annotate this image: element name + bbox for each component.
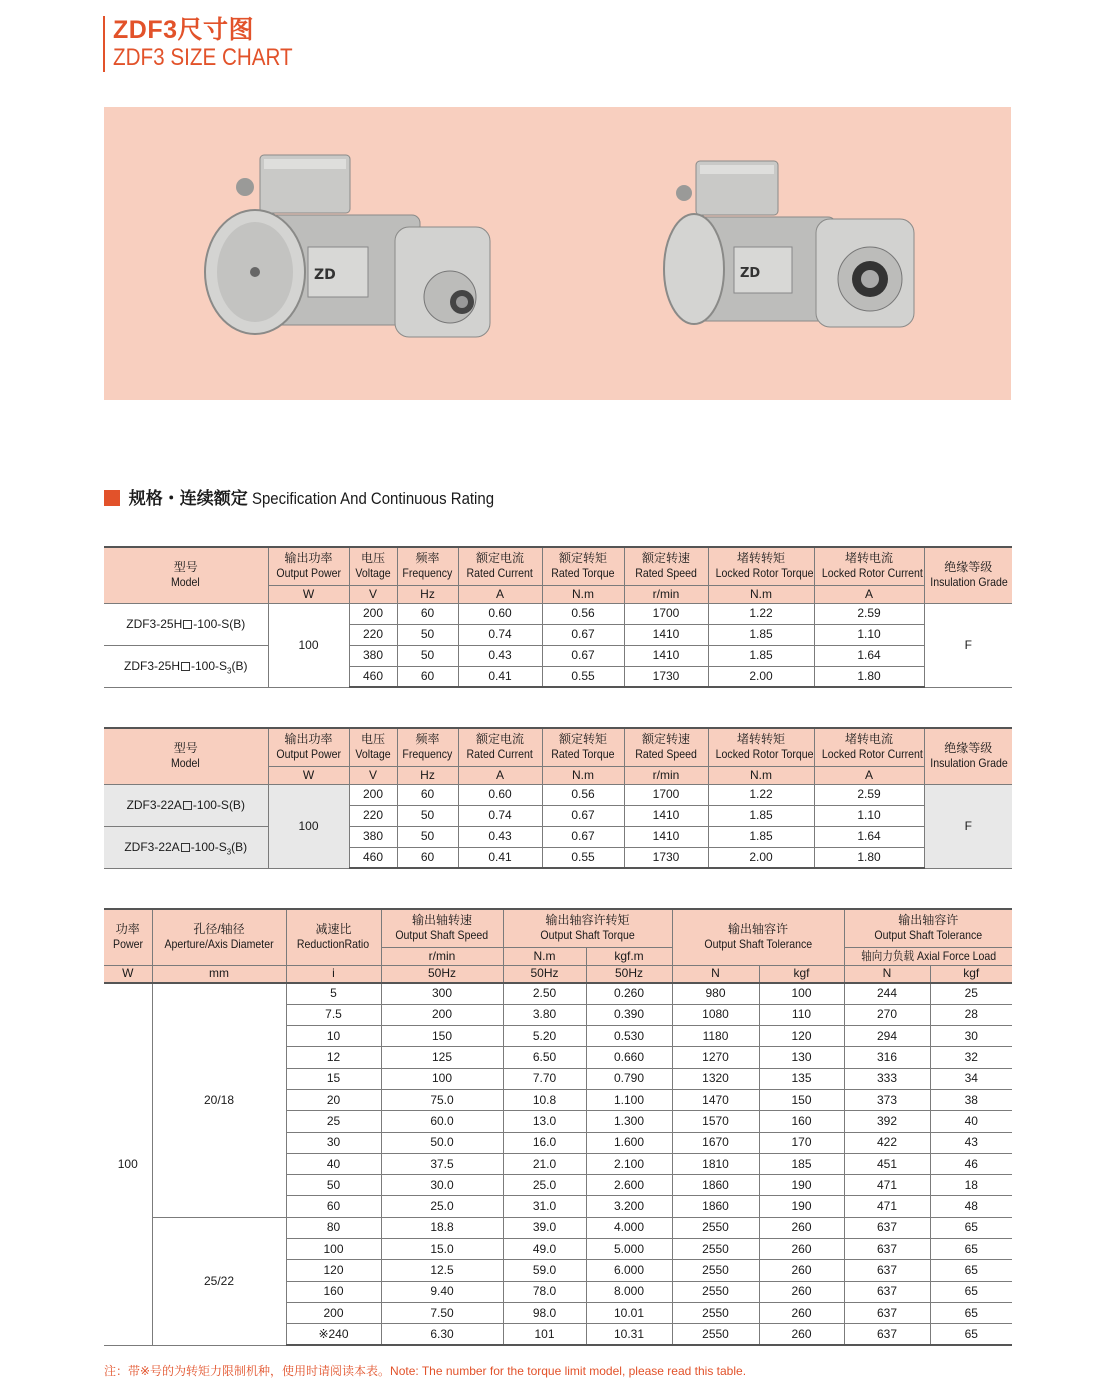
data-cell: 460 bbox=[349, 847, 397, 868]
unit-cell: N.m bbox=[542, 585, 624, 603]
data-cell: 16.0 bbox=[503, 1132, 586, 1153]
unit-cell: N bbox=[844, 965, 930, 983]
page-header bbox=[103, 16, 322, 72]
data-cell: 1700 bbox=[624, 603, 708, 624]
data-cell: 60 bbox=[397, 784, 458, 805]
data-cell: 50 bbox=[397, 805, 458, 826]
data-cell: 2.600 bbox=[586, 1175, 672, 1196]
unit-cell: Hz bbox=[397, 585, 458, 603]
data-cell: 1410 bbox=[624, 805, 708, 826]
data-cell: 392 bbox=[844, 1111, 930, 1132]
data-cell: 2550 bbox=[672, 1281, 759, 1302]
data-cell: 125 bbox=[381, 1047, 503, 1068]
data-cell: 21.0 bbox=[503, 1153, 586, 1174]
data-cell: 0.660 bbox=[586, 1047, 672, 1068]
data-cell: 100 bbox=[286, 1239, 381, 1260]
data-cell: 200 bbox=[349, 603, 397, 624]
data-cell: 637 bbox=[844, 1324, 930, 1345]
data-cell: 30.0 bbox=[381, 1175, 503, 1196]
data-cell: 12 bbox=[286, 1047, 381, 1068]
data-cell: 637 bbox=[844, 1281, 930, 1302]
header-insulation-grade: 绝缘等级 Insulation Grade bbox=[924, 547, 1012, 603]
data-cell: 0.67 bbox=[542, 805, 624, 826]
data-cell: 20 bbox=[286, 1089, 381, 1110]
data-cell: 333 bbox=[844, 1068, 930, 1089]
data-cell: 460 bbox=[349, 666, 397, 687]
data-cell: 1860 bbox=[672, 1196, 759, 1217]
data-cell: 135 bbox=[759, 1068, 844, 1089]
header-aperture: 孔径/轴径 Aperture/Axis Diameter bbox=[152, 909, 286, 965]
data-cell: 200 bbox=[349, 784, 397, 805]
data-cell: 60 bbox=[286, 1196, 381, 1217]
data-cell: 50 bbox=[286, 1175, 381, 1196]
header-output-torque: 输出轴容许转矩 Output Shaft Torque bbox=[503, 909, 672, 947]
data-cell: 48 bbox=[930, 1196, 1012, 1217]
data-cell: 100 bbox=[381, 1068, 503, 1089]
data-cell: 3.80 bbox=[503, 1004, 586, 1025]
placeholder-box-icon bbox=[181, 843, 190, 852]
data-cell: 12.5 bbox=[381, 1260, 503, 1281]
data-cell: 30 bbox=[930, 1026, 1012, 1047]
unit-cell: N.m bbox=[503, 947, 586, 965]
spec-table-1 bbox=[104, 546, 1012, 688]
data-cell: 1410 bbox=[624, 624, 708, 645]
data-cell: 2.50 bbox=[503, 983, 586, 1004]
data-cell: 200 bbox=[286, 1302, 381, 1323]
data-cell: 1.80 bbox=[814, 847, 924, 868]
placeholder-box-icon bbox=[181, 662, 190, 671]
unit-cell: kgf.m bbox=[586, 947, 672, 965]
product-photo-band bbox=[104, 107, 1011, 400]
unit-cell: N.m bbox=[542, 766, 624, 784]
data-cell: 49.0 bbox=[503, 1239, 586, 1260]
data-cell: 1860 bbox=[672, 1175, 759, 1196]
unit-cell: N.m bbox=[708, 585, 814, 603]
data-cell: 260 bbox=[759, 1217, 844, 1238]
data-cell: 39.0 bbox=[503, 1217, 586, 1238]
table-row bbox=[104, 826, 1012, 847]
data-cell: 1700 bbox=[624, 784, 708, 805]
data-cell: 28 bbox=[930, 1004, 1012, 1025]
data-cell: 1.22 bbox=[708, 603, 814, 624]
data-cell: 30 bbox=[286, 1132, 381, 1153]
data-cell: 160 bbox=[286, 1281, 381, 1302]
data-cell: 25.0 bbox=[503, 1175, 586, 1196]
table-row bbox=[104, 784, 1012, 805]
gear-output-table bbox=[104, 908, 1012, 1346]
data-cell: 101 bbox=[503, 1324, 586, 1345]
data-cell: 75.0 bbox=[381, 1089, 503, 1110]
model-cell: ZDF3-25H -100-S(B) bbox=[104, 603, 268, 645]
data-cell: 190 bbox=[759, 1196, 844, 1217]
data-cell: 120 bbox=[286, 1260, 381, 1281]
data-cell: 1.64 bbox=[814, 826, 924, 847]
unit-cell: N.m bbox=[708, 766, 814, 784]
data-cell: 1.600 bbox=[586, 1132, 672, 1153]
data-cell: 2550 bbox=[672, 1217, 759, 1238]
unit-cell: kgf bbox=[930, 965, 1012, 983]
unit-cell: V bbox=[349, 766, 397, 784]
data-cell: 637 bbox=[844, 1260, 930, 1281]
data-cell: 0.260 bbox=[586, 983, 672, 1004]
motor-image-left bbox=[200, 147, 500, 357]
data-cell: 220 bbox=[349, 805, 397, 826]
data-cell: 18 bbox=[930, 1175, 1012, 1196]
data-cell: 2.59 bbox=[814, 603, 924, 624]
header-power: 功率 Power bbox=[104, 909, 152, 965]
data-cell: 10.31 bbox=[586, 1324, 672, 1345]
data-cell: 7.70 bbox=[503, 1068, 586, 1089]
data-cell: 0.41 bbox=[458, 666, 542, 687]
data-cell: 244 bbox=[844, 983, 930, 1004]
data-cell: 471 bbox=[844, 1196, 930, 1217]
header-output-power: 输出功率 Output Power bbox=[268, 547, 349, 585]
unit-cell: A bbox=[458, 766, 542, 784]
data-cell: 10.8 bbox=[503, 1089, 586, 1110]
svg-text:ZD: ZD bbox=[314, 267, 336, 283]
data-cell: 25 bbox=[930, 983, 1012, 1004]
data-cell: 1080 bbox=[672, 1004, 759, 1025]
data-cell: 40 bbox=[930, 1111, 1012, 1132]
placeholder-box-icon bbox=[183, 620, 192, 629]
svg-text:ZD: ZD bbox=[740, 266, 761, 281]
data-cell: 0.74 bbox=[458, 805, 542, 826]
unit-cell: W bbox=[268, 585, 349, 603]
placeholder-box-icon bbox=[183, 801, 192, 810]
data-cell: 8.000 bbox=[586, 1281, 672, 1302]
section-heading bbox=[104, 484, 527, 509]
data-cell: 60 bbox=[397, 603, 458, 624]
aperture-cell: 25/22 bbox=[152, 1217, 286, 1345]
data-cell: 2.00 bbox=[708, 847, 814, 868]
data-cell: 34 bbox=[930, 1068, 1012, 1089]
data-cell: 0.60 bbox=[458, 784, 542, 805]
header-rated-current: 额定电流 Rated Current bbox=[458, 728, 542, 766]
data-cell: 25.0 bbox=[381, 1196, 503, 1217]
header-axial-tolerance: 输出轴容许 Output Shaft Tolerance bbox=[844, 909, 1012, 947]
header-frequency: 频率 Frequency bbox=[397, 547, 458, 585]
data-cell: 260 bbox=[759, 1260, 844, 1281]
model-cell: ZDF3-22A -100-S(B) bbox=[104, 784, 268, 826]
data-cell: 170 bbox=[759, 1132, 844, 1153]
header-voltage: 电压 Voltage bbox=[349, 728, 397, 766]
data-cell: 0.74 bbox=[458, 624, 542, 645]
data-cell: 13.0 bbox=[503, 1111, 586, 1132]
data-cell: 190 bbox=[759, 1175, 844, 1196]
data-cell: 65 bbox=[930, 1217, 1012, 1238]
data-cell: 5.000 bbox=[586, 1239, 672, 1260]
gear-table-body bbox=[104, 983, 1012, 1345]
data-cell: 0.41 bbox=[458, 847, 542, 868]
data-cell: 260 bbox=[759, 1302, 844, 1323]
data-cell: 637 bbox=[844, 1239, 930, 1260]
header-axial-force-load: 轴向力负载 Axial Force Load bbox=[844, 947, 1012, 965]
data-cell: 1570 bbox=[672, 1111, 759, 1132]
data-cell: 40 bbox=[286, 1153, 381, 1174]
data-cell: 2550 bbox=[672, 1324, 759, 1345]
data-cell: 65 bbox=[930, 1281, 1012, 1302]
unit-cell: A bbox=[814, 766, 924, 784]
data-cell: 260 bbox=[759, 1324, 844, 1345]
data-cell: 1.85 bbox=[708, 645, 814, 666]
data-cell: 1730 bbox=[624, 666, 708, 687]
data-cell: 316 bbox=[844, 1047, 930, 1068]
section-title-cn: 规格・连续额定 bbox=[128, 489, 248, 508]
data-cell: 120 bbox=[759, 1026, 844, 1047]
power-cell: 100 bbox=[268, 603, 349, 687]
unit-cell: W bbox=[104, 965, 152, 983]
data-cell: 1.300 bbox=[586, 1111, 672, 1132]
header-rated-torque: 额定转矩 Rated Torque bbox=[542, 547, 624, 585]
data-cell: 1470 bbox=[672, 1089, 759, 1110]
data-cell: 637 bbox=[844, 1302, 930, 1323]
data-cell: 78.0 bbox=[503, 1281, 586, 1302]
data-cell: 7.5 bbox=[286, 1004, 381, 1025]
data-cell: 2550 bbox=[672, 1302, 759, 1323]
header-rated-speed: 额定转速 Rated Speed bbox=[624, 547, 708, 585]
header-output-tolerance: 输出轴容许 Output Shaft Tolerance bbox=[672, 909, 844, 965]
data-cell: 98.0 bbox=[503, 1302, 586, 1323]
data-cell: 2550 bbox=[672, 1260, 759, 1281]
data-cell: 373 bbox=[844, 1089, 930, 1110]
header-rated-current: 额定电流 Rated Current bbox=[458, 547, 542, 585]
data-cell: 1320 bbox=[672, 1068, 759, 1089]
data-cell: 1.85 bbox=[708, 805, 814, 826]
insulation-cell: F bbox=[924, 603, 1012, 687]
data-cell: 9.40 bbox=[381, 1281, 503, 1302]
insulation-cell: F bbox=[924, 784, 1012, 868]
aperture-cell: 20/18 bbox=[152, 983, 286, 1217]
data-cell: 294 bbox=[844, 1026, 930, 1047]
data-cell: 37.5 bbox=[381, 1153, 503, 1174]
unit-cell: A bbox=[814, 585, 924, 603]
data-cell: 50.0 bbox=[381, 1132, 503, 1153]
data-cell: 32 bbox=[930, 1047, 1012, 1068]
data-cell: 15.0 bbox=[381, 1239, 503, 1260]
data-cell: 80 bbox=[286, 1217, 381, 1238]
unit-cell: 50Hz bbox=[503, 965, 586, 983]
data-cell: 10 bbox=[286, 1026, 381, 1047]
data-cell: 2.59 bbox=[814, 784, 924, 805]
data-cell: 185 bbox=[759, 1153, 844, 1174]
footnote: 注：带※号的为转矩力限制机种，使用时请阅读本表。Note: The number for the torque limit model, please read this table. bbox=[104, 1364, 747, 1378]
data-cell: 1810 bbox=[672, 1153, 759, 1174]
data-cell: 31.0 bbox=[503, 1196, 586, 1217]
unit-cell: A bbox=[458, 585, 542, 603]
data-cell: 2.100 bbox=[586, 1153, 672, 1174]
data-cell: 6.30 bbox=[381, 1324, 503, 1345]
data-cell: 60 bbox=[397, 666, 458, 687]
table-row bbox=[104, 603, 1012, 624]
page-title-cn: ZDF3尺寸图 bbox=[113, 16, 255, 44]
data-cell: 2.00 bbox=[708, 666, 814, 687]
square-bullet-icon bbox=[104, 490, 120, 506]
data-cell: 6.50 bbox=[503, 1047, 586, 1068]
unit-cell: r/min bbox=[624, 766, 708, 784]
unit-cell: kgf bbox=[759, 965, 844, 983]
unit-cell: 50Hz bbox=[586, 965, 672, 983]
data-cell: 65 bbox=[930, 1302, 1012, 1323]
data-cell: 65 bbox=[930, 1239, 1012, 1260]
data-cell: 1.80 bbox=[814, 666, 924, 687]
data-cell: 0.67 bbox=[542, 624, 624, 645]
data-cell: 6.000 bbox=[586, 1260, 672, 1281]
section-title-en: Specification And Continuous Rating bbox=[252, 489, 495, 508]
data-cell: 150 bbox=[759, 1089, 844, 1110]
unit-cell: 50Hz bbox=[381, 965, 503, 983]
spec-table-2 bbox=[104, 727, 1012, 869]
data-cell: 0.56 bbox=[542, 603, 624, 624]
header-reduction-ratio: 减速比 ReductionRatio bbox=[286, 909, 381, 965]
model-cell: ZDF3-22A $-100-S_3(B)$ bbox=[104, 826, 268, 868]
data-cell: 1.10 bbox=[814, 805, 924, 826]
data-cell: 160 bbox=[759, 1111, 844, 1132]
data-cell: 0.790 bbox=[586, 1068, 672, 1089]
header-voltage: 电压 Voltage bbox=[349, 547, 397, 585]
data-cell: 15 bbox=[286, 1068, 381, 1089]
header-locked-rotor-current: 堵转电流 Locked Rotor Current bbox=[814, 547, 924, 585]
unit-cell: i bbox=[286, 965, 381, 983]
data-cell: 1670 bbox=[672, 1132, 759, 1153]
data-cell: 3.200 bbox=[586, 1196, 672, 1217]
unit-cell: Hz bbox=[397, 766, 458, 784]
data-cell: 100 bbox=[759, 983, 844, 1004]
data-cell: 422 bbox=[844, 1132, 930, 1153]
data-cell: 5.20 bbox=[503, 1026, 586, 1047]
data-cell: 110 bbox=[759, 1004, 844, 1025]
data-cell: 0.55 bbox=[542, 666, 624, 687]
data-cell: 50 bbox=[397, 826, 458, 847]
data-cell: 380 bbox=[349, 645, 397, 666]
data-cell: 0.55 bbox=[542, 847, 624, 868]
header-output-speed: 输出轴转速 Output Shaft Speed bbox=[381, 909, 503, 947]
data-cell: 451 bbox=[844, 1153, 930, 1174]
data-cell: 260 bbox=[759, 1239, 844, 1260]
unit-cell: W bbox=[268, 766, 349, 784]
data-cell: 38 bbox=[930, 1089, 1012, 1110]
data-cell: 1.22 bbox=[708, 784, 814, 805]
data-cell: 0.67 bbox=[542, 826, 624, 847]
data-cell: 60 bbox=[397, 847, 458, 868]
data-cell: 1.85 bbox=[708, 624, 814, 645]
data-cell: 50 bbox=[397, 624, 458, 645]
data-cell: 150 bbox=[381, 1026, 503, 1047]
data-cell: 1.64 bbox=[814, 645, 924, 666]
data-cell: 220 bbox=[349, 624, 397, 645]
header-rated-torque: 额定转矩 Rated Torque bbox=[542, 728, 624, 766]
data-cell: 4.000 bbox=[586, 1217, 672, 1238]
header-locked-rotor-torque: 堵转转矩 Locked Rotor Torque bbox=[708, 728, 814, 766]
data-cell: ※240 bbox=[286, 1324, 381, 1345]
data-cell: 60.0 bbox=[381, 1111, 503, 1132]
data-cell: 5 bbox=[286, 983, 381, 1004]
data-cell: 1.10 bbox=[814, 624, 924, 645]
data-cell: 1730 bbox=[624, 847, 708, 868]
data-cell: 0.56 bbox=[542, 784, 624, 805]
data-cell: 25 bbox=[286, 1111, 381, 1132]
unit-cell: V bbox=[349, 585, 397, 603]
data-cell: 1410 bbox=[624, 645, 708, 666]
data-cell: 1.85 bbox=[708, 826, 814, 847]
data-cell: 200 bbox=[381, 1004, 503, 1025]
table-row bbox=[104, 645, 1012, 666]
table-row bbox=[104, 1217, 1012, 1238]
model-cell: ZDF3-25H $-100-S_3(B)$ bbox=[104, 645, 268, 687]
data-cell: 980 bbox=[672, 983, 759, 1004]
data-cell: 0.43 bbox=[458, 645, 542, 666]
data-cell: 59.0 bbox=[503, 1260, 586, 1281]
header-locked-rotor-current: 堵转电流 Locked Rotor Current bbox=[814, 728, 924, 766]
data-cell: 18.8 bbox=[381, 1217, 503, 1238]
header-model: 型号 Model bbox=[104, 547, 268, 603]
data-cell: 1410 bbox=[624, 826, 708, 847]
header-rated-speed: 额定转速 Rated Speed bbox=[624, 728, 708, 766]
data-cell: 637 bbox=[844, 1217, 930, 1238]
unit-cell: r/min bbox=[624, 585, 708, 603]
data-cell: 0.43 bbox=[458, 826, 542, 847]
unit-cell: mm bbox=[152, 965, 286, 983]
data-cell: 300 bbox=[381, 983, 503, 1004]
page-title-en: ZDF3 SIZE CHART bbox=[113, 44, 293, 71]
data-cell: 130 bbox=[759, 1047, 844, 1068]
data-cell: 471 bbox=[844, 1175, 930, 1196]
data-cell: 1270 bbox=[672, 1047, 759, 1068]
data-cell: 1.100 bbox=[586, 1089, 672, 1110]
data-cell: 1180 bbox=[672, 1026, 759, 1047]
data-cell: 0.530 bbox=[586, 1026, 672, 1047]
header-frequency: 频率 Frequency bbox=[397, 728, 458, 766]
data-cell: 270 bbox=[844, 1004, 930, 1025]
power-cell: 100 bbox=[104, 983, 152, 1345]
unit-cell: N bbox=[672, 965, 759, 983]
motor-image-right bbox=[656, 151, 926, 351]
header-model: 型号 Model bbox=[104, 728, 268, 784]
unit-cell: r/min bbox=[381, 947, 503, 965]
data-cell: 7.50 bbox=[381, 1302, 503, 1323]
data-cell: 0.60 bbox=[458, 603, 542, 624]
data-cell: 10.01 bbox=[586, 1302, 672, 1323]
table-row bbox=[104, 983, 1012, 1004]
data-cell: 0.67 bbox=[542, 645, 624, 666]
header-insulation-grade: 绝缘等级 Insulation Grade bbox=[924, 728, 1012, 784]
data-cell: 65 bbox=[930, 1260, 1012, 1281]
data-cell: 46 bbox=[930, 1153, 1012, 1174]
data-cell: 2550 bbox=[672, 1239, 759, 1260]
data-cell: 43 bbox=[930, 1132, 1012, 1153]
header-output-power: 输出功率 Output Power bbox=[268, 728, 349, 766]
data-cell: 65 bbox=[930, 1324, 1012, 1345]
data-cell: 380 bbox=[349, 826, 397, 847]
data-cell: 0.390 bbox=[586, 1004, 672, 1025]
data-cell: 50 bbox=[397, 645, 458, 666]
power-cell: 100 bbox=[268, 784, 349, 868]
data-cell: 260 bbox=[759, 1281, 844, 1302]
header-locked-rotor-torque: 堵转转矩 Locked Rotor Torque bbox=[708, 547, 814, 585]
